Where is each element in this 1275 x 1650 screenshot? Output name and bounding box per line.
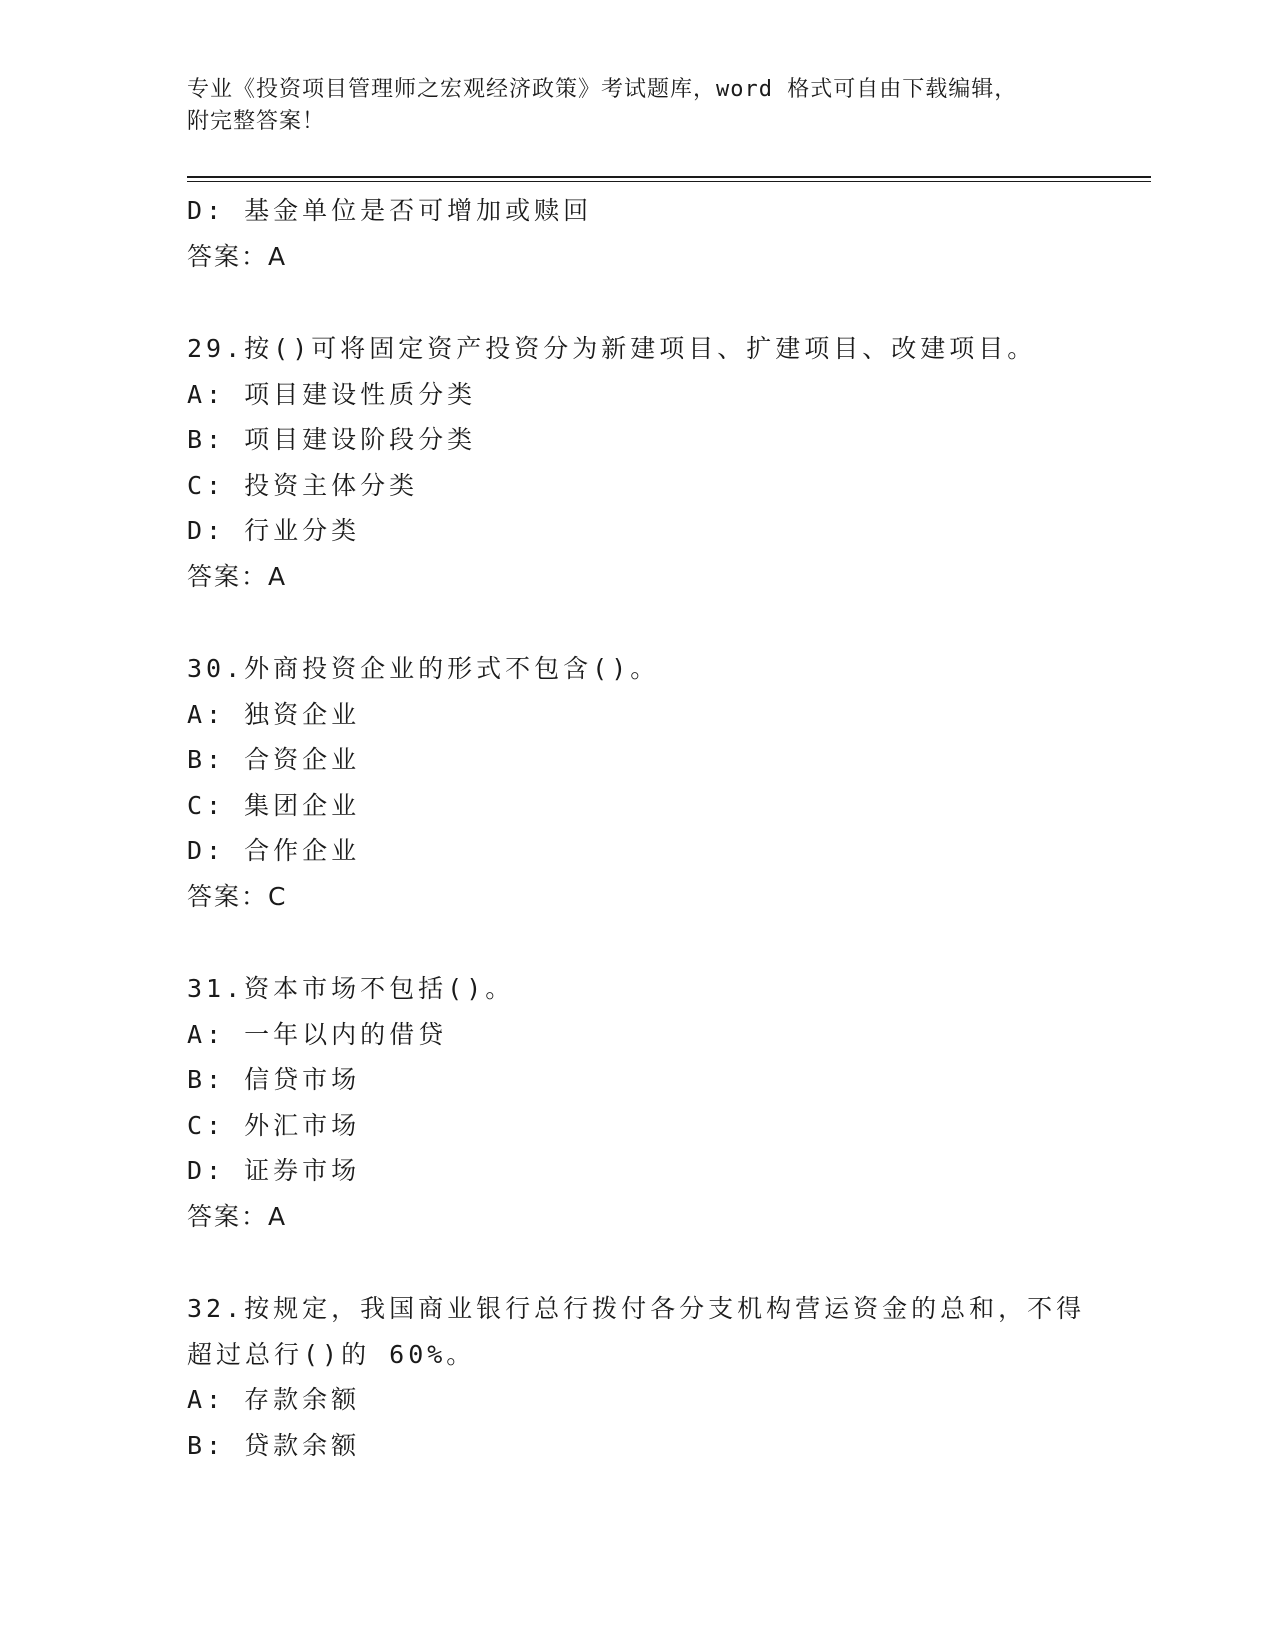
question-stem: 30.外商投资企业的形式不包含()。 xyxy=(187,654,660,683)
spacer xyxy=(187,279,1087,326)
option-d: D: 行业分类 xyxy=(187,516,361,545)
option-d: D: 合作企业 xyxy=(187,836,361,865)
option-c: C: 投资主体分类 xyxy=(187,470,419,500)
answer: 答案：A xyxy=(187,241,288,271)
spacer xyxy=(187,919,1087,966)
header-divider-thick xyxy=(187,176,1151,178)
option-a: A: 存款余额 xyxy=(187,1385,361,1414)
header-divider-thin xyxy=(187,181,1151,182)
option-a: A: 一年以内的借贷 xyxy=(187,1019,448,1049)
question-29 xyxy=(187,326,1087,599)
question-32 xyxy=(187,1286,1087,1468)
option-b: B: 信贷市场 xyxy=(187,1065,361,1094)
header-line-2: 附完整答案！ xyxy=(187,109,326,134)
question-28-tail xyxy=(187,188,1087,279)
option-d: D: 基金单位是否可增加或赎回 xyxy=(187,196,593,225)
answer: 答案：A xyxy=(187,561,288,591)
option-b: B: 贷款余额 xyxy=(187,1430,361,1460)
option-a: A: 项目建设性质分类 xyxy=(187,379,477,409)
answer: 答案：A xyxy=(187,1201,288,1231)
question-31 xyxy=(187,966,1087,1239)
spacer xyxy=(187,599,1087,646)
header-line-1: 专业《投资项目管理师之宏观经济政策》考试题库，word 格式可自由下载编辑， xyxy=(187,77,1018,102)
question-stem-line-1: 32.按规定，我国商业银行总行拨付各分支机构营运资金的总和，不得 xyxy=(187,1294,1086,1323)
question-stem-line-2: 超过总行()的 60%。 xyxy=(187,1339,476,1369)
question-list xyxy=(187,188,1087,1468)
spacer xyxy=(187,1239,1087,1286)
option-b: B: 合资企业 xyxy=(187,745,361,774)
option-c: C: 外汇市场 xyxy=(187,1110,361,1140)
option-d: D: 证券市场 xyxy=(187,1156,361,1185)
question-stem: 29.按()可将固定资产投资分为新建项目、扩建项目、改建项目。 xyxy=(187,334,1037,363)
option-c: C: 集团企业 xyxy=(187,790,361,820)
document-header xyxy=(187,74,1087,138)
question-30 xyxy=(187,646,1087,919)
option-b: B: 项目建设阶段分类 xyxy=(187,425,477,454)
option-a: A: 独资企业 xyxy=(187,699,361,729)
answer: 答案：C xyxy=(187,881,288,911)
question-stem: 31.资本市场不包括()。 xyxy=(187,974,515,1003)
